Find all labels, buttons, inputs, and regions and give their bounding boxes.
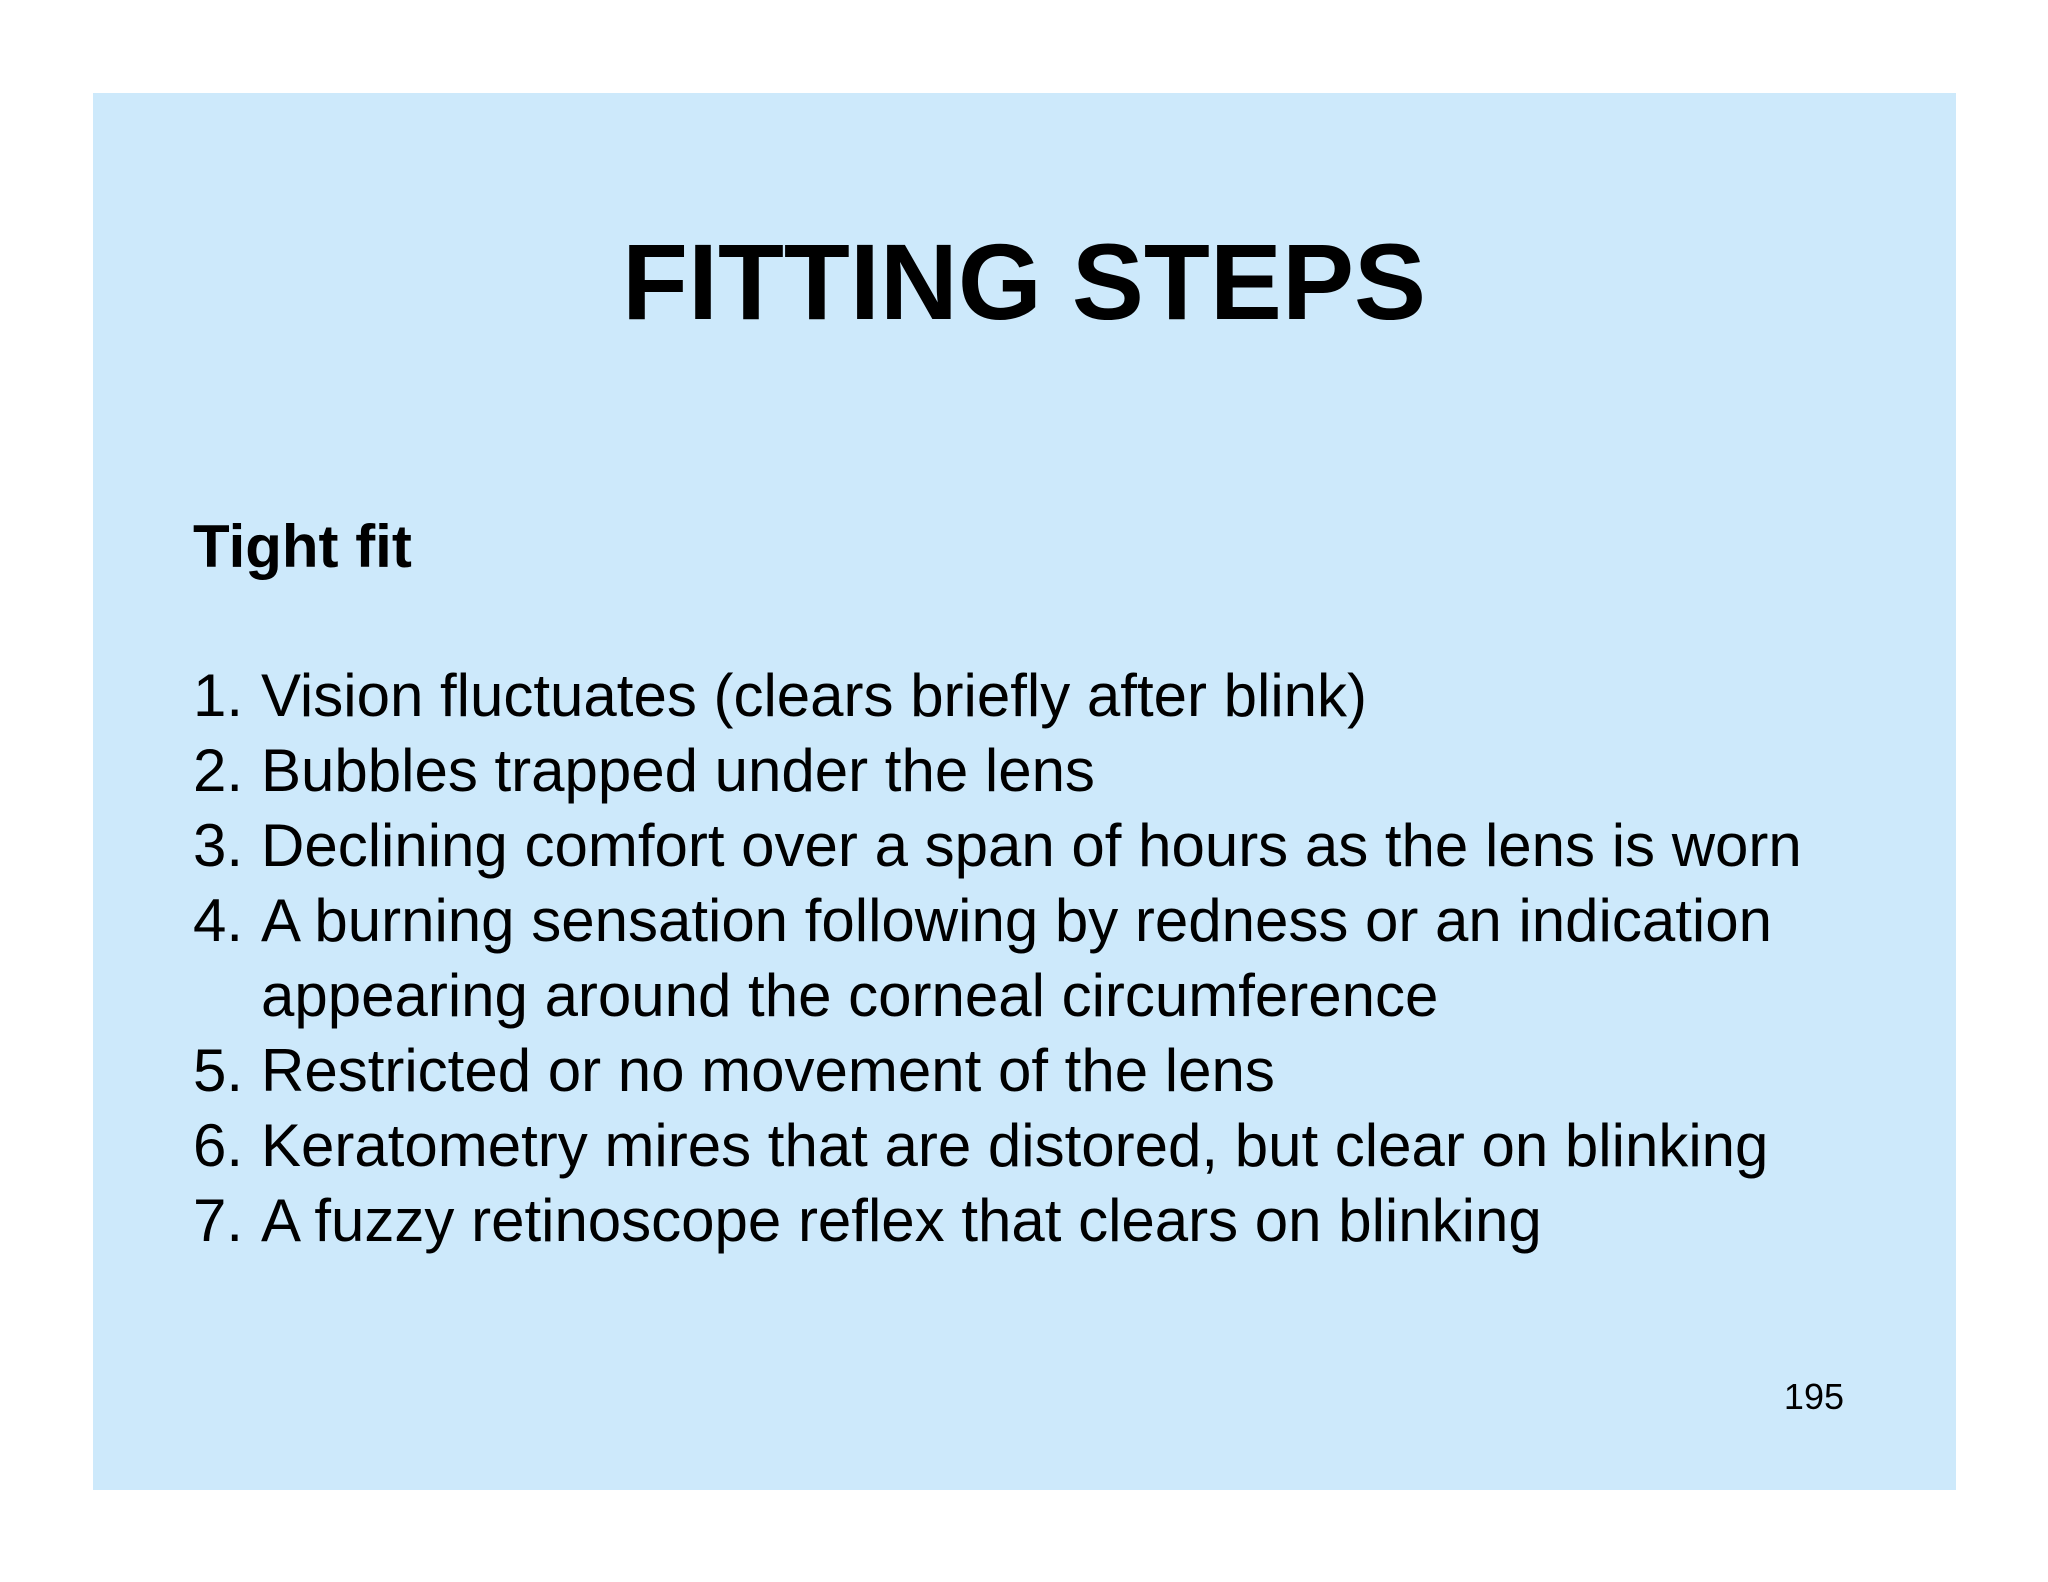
step-item xyxy=(193,808,1893,883)
step-item xyxy=(193,733,1893,808)
step-text: Bubbles trapped under the lens xyxy=(261,737,1095,804)
step-item xyxy=(193,1108,1893,1183)
step-text: Declining comfort over a span of hours as the lens is worn xyxy=(261,812,1802,879)
step-text: Vision fluctuates (clears briefly after blink) xyxy=(261,662,1368,729)
page-number: 195 xyxy=(1783,1376,1844,1417)
step-item xyxy=(193,658,1893,733)
step-item xyxy=(193,1183,1893,1258)
step-number: 7. xyxy=(193,1187,244,1254)
step-number: 4. xyxy=(193,887,244,954)
step-text: A fuzzy retinoscope reflex that clears on blinking xyxy=(261,1187,1542,1254)
step-text: Restricted or no movement of the lens xyxy=(261,1037,1275,1104)
step-number: 5. xyxy=(193,1037,244,1104)
fitting-steps-list xyxy=(193,658,1893,1258)
step-text: Keratometry mires that are distored, but clear on blinking xyxy=(261,1112,1769,1179)
step-number: 3. xyxy=(193,812,244,879)
step-text: A burning sensation following by redness or an indication appearing around the corneal circumference xyxy=(261,887,1772,1029)
section-heading: Tight fit xyxy=(193,513,412,580)
step-number: 6. xyxy=(193,1112,244,1179)
step-number: 2. xyxy=(193,737,244,804)
step-number: 1. xyxy=(193,662,244,729)
slide-title: FITTING STEPS xyxy=(621,221,1427,342)
step-item xyxy=(193,1033,1893,1108)
step-item xyxy=(193,883,1893,1033)
